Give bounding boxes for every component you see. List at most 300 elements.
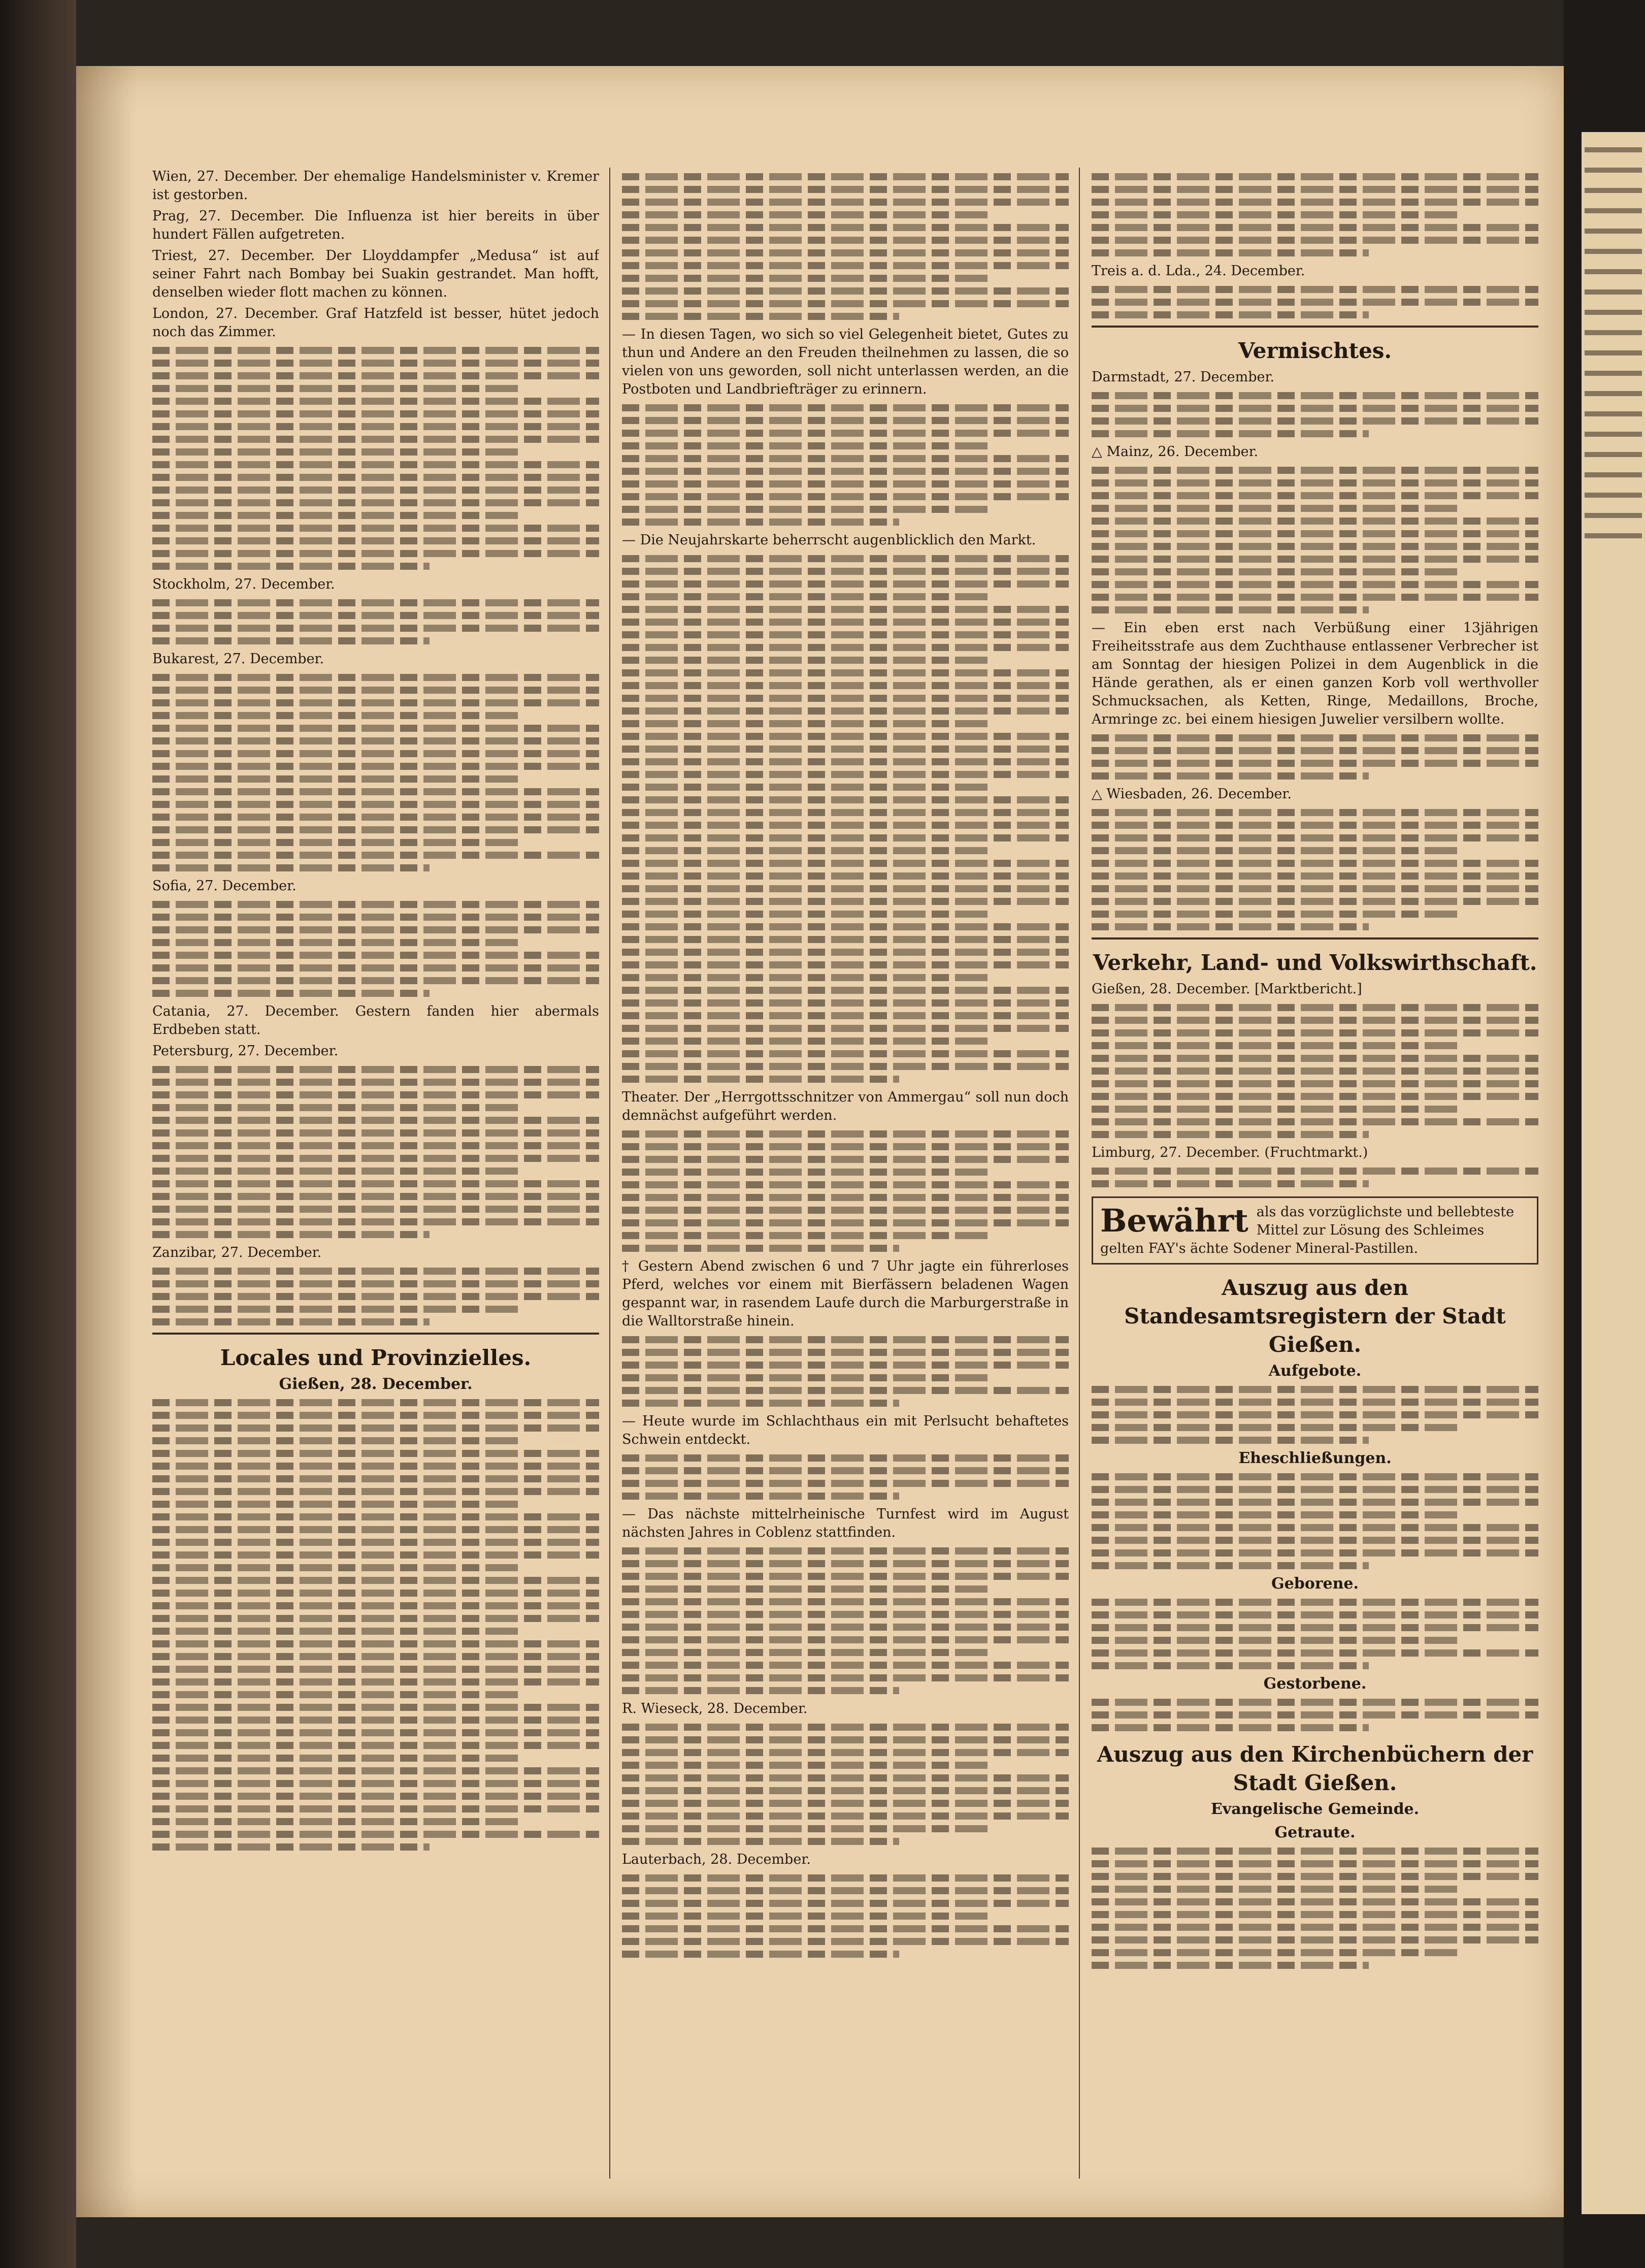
text-line bbox=[622, 1874, 1069, 1882]
text-line bbox=[152, 1742, 599, 1749]
text-line bbox=[152, 788, 599, 795]
text-line bbox=[1092, 237, 1538, 244]
text-line bbox=[1092, 1524, 1538, 1531]
text-line bbox=[622, 1130, 1069, 1138]
ad-text: als das vorzüglichste und bellebteste Mittel zur Lösung des Schleimes gelten FAY's ächte Sodener Mineral-Pastillen. bbox=[1100, 1204, 1515, 1256]
text-line bbox=[1092, 417, 1538, 425]
text-line bbox=[152, 410, 599, 417]
text-line bbox=[152, 737, 599, 744]
text-line bbox=[622, 1736, 1069, 1743]
text-line bbox=[152, 1729, 599, 1736]
text-line bbox=[622, 1025, 1069, 1032]
text-line bbox=[152, 1704, 599, 1711]
text-line bbox=[152, 964, 599, 971]
text-line bbox=[1092, 1399, 1538, 1406]
text-line bbox=[1092, 834, 1538, 841]
text-line bbox=[1092, 1949, 1458, 1956]
text-line bbox=[1092, 1486, 1538, 1493]
text-line bbox=[622, 1887, 1069, 1894]
text-line bbox=[152, 398, 599, 405]
text-line bbox=[622, 1762, 989, 1769]
text-line bbox=[1092, 760, 1538, 767]
text-line bbox=[622, 1662, 1069, 1669]
text-line bbox=[1092, 1860, 1538, 1867]
text-line bbox=[152, 852, 599, 859]
article-paragraph: Theater. Der „Herrgottsschnitzer von Ammergau“ soll nun doch demnächst aufgeführt werden. bbox=[622, 1089, 1069, 1123]
newspaper-page bbox=[76, 66, 1564, 2217]
text-line bbox=[622, 506, 989, 513]
text-line bbox=[622, 593, 989, 600]
text-line bbox=[1092, 1724, 1369, 1731]
text-line bbox=[622, 1585, 989, 1593]
text-line bbox=[622, 1336, 1069, 1343]
text-line bbox=[622, 834, 1069, 841]
text-line bbox=[622, 1467, 1069, 1474]
text-line bbox=[622, 480, 1069, 488]
text-line bbox=[152, 1437, 519, 1444]
text-line bbox=[622, 771, 1069, 778]
text-line bbox=[152, 461, 599, 468]
text-line bbox=[152, 1412, 599, 1419]
text-line bbox=[1092, 1873, 1538, 1880]
text-line bbox=[622, 619, 1069, 626]
text-line bbox=[1092, 479, 1538, 487]
text-line bbox=[152, 801, 599, 808]
text-line bbox=[1092, 1962, 1369, 1969]
text-line bbox=[152, 1193, 599, 1200]
section-subheading: Evangelische Gemeinde. bbox=[1210, 1800, 1420, 1818]
text-line bbox=[152, 750, 599, 757]
text-line bbox=[1092, 822, 1538, 829]
article-paragraph: — In diesen Tagen, wo sich so viel Gelegenheit bietet, Gutes zu thun und Andere an den Freuden theilnehmen zu lassen, die so vielen von uns geworden, soll nicht unterlassen werden, an die Postboten und Landbriefträger zu erinnern. bbox=[622, 327, 1069, 397]
text-line bbox=[152, 1564, 519, 1571]
text-line bbox=[622, 809, 1069, 816]
text-line bbox=[622, 606, 1069, 613]
text-line bbox=[1092, 847, 1458, 854]
text-line bbox=[152, 1577, 599, 1584]
text-line bbox=[152, 1488, 599, 1495]
text-line bbox=[152, 550, 599, 557]
text-line bbox=[152, 487, 599, 494]
text-line bbox=[622, 1573, 1069, 1580]
article-paragraph: Zanzibar, 27. December. bbox=[152, 1245, 322, 1260]
text-line bbox=[622, 1636, 1069, 1643]
text-line bbox=[1092, 568, 1458, 575]
text-line bbox=[1092, 1499, 1538, 1506]
text-line bbox=[152, 385, 519, 392]
text-line bbox=[1092, 543, 1538, 550]
article-paragraph: † Gestern Abend zwischen 6 und 7 Uhr jagte ein führerloses Pferd, welches vor einem mit Bierfässern beladenen Wagen gespannt war, in rasendem Laufe durch die Marburgerstraße in die Walltorstraße hinein. bbox=[622, 1258, 1069, 1329]
text-line bbox=[622, 644, 1069, 651]
text-line bbox=[1092, 1473, 1538, 1480]
article-paragraph: Triest, 27. December. Der Lloyddampfer „Medusa“ ist auf seiner Fahrt nach Bombay bei Suakin gestrandet. Man hofft, denselben wieder flott machen zu können. bbox=[152, 248, 599, 300]
text-line bbox=[622, 555, 1069, 562]
text-line bbox=[1092, 517, 1538, 525]
text-line bbox=[622, 519, 899, 526]
book-spine bbox=[0, 0, 76, 2268]
text-line bbox=[622, 1724, 1069, 1731]
article-paragraph: Lauterbach, 28. December. bbox=[622, 1852, 811, 1867]
section-heading: Verkehr, Land- und Volkswirthschaft. bbox=[1093, 950, 1537, 975]
text-line bbox=[622, 1951, 899, 1958]
text-line bbox=[152, 537, 599, 544]
text-line bbox=[622, 631, 1069, 638]
text-line bbox=[152, 372, 599, 379]
text-line bbox=[152, 625, 599, 632]
text-line bbox=[152, 1293, 599, 1300]
text-line bbox=[1092, 1424, 1458, 1431]
text-line bbox=[152, 939, 519, 946]
text-line bbox=[622, 1493, 899, 1500]
text-line bbox=[622, 1825, 989, 1832]
text-line bbox=[1092, 286, 1538, 293]
text-line bbox=[1092, 1549, 1538, 1557]
text-line bbox=[622, 1362, 1069, 1369]
text-line bbox=[1092, 530, 1538, 537]
article-paragraph: — Heute wurde im Schlachthaus ein mit Perlsucht behaftetes Schwein entdeckt. bbox=[622, 1413, 1069, 1447]
text-line bbox=[152, 1818, 519, 1825]
text-line bbox=[622, 249, 1069, 256]
text-line bbox=[1092, 1624, 1538, 1631]
text-line bbox=[622, 1194, 1069, 1201]
text-line bbox=[152, 674, 599, 681]
text-line bbox=[1092, 1386, 1538, 1393]
column-2 bbox=[622, 168, 1069, 2179]
text-line bbox=[622, 1400, 899, 1407]
section-heading: Vermischtes. bbox=[1238, 338, 1392, 363]
article-paragraph: Gießen, 28. December. [Marktbericht.] bbox=[1092, 981, 1362, 997]
column-divider bbox=[1079, 168, 1080, 2179]
text-line bbox=[152, 1640, 599, 1647]
text-line bbox=[622, 733, 1069, 740]
text-line bbox=[152, 448, 519, 456]
text-line bbox=[622, 275, 989, 282]
text-line bbox=[622, 1076, 899, 1083]
text-line bbox=[1092, 1093, 1538, 1100]
text-line bbox=[1092, 1936, 1538, 1943]
text-line bbox=[1092, 211, 1458, 218]
text-line bbox=[1092, 311, 1369, 318]
text-line bbox=[622, 1480, 1069, 1487]
text-line bbox=[1092, 492, 1538, 499]
text-line bbox=[152, 1280, 599, 1287]
text-line bbox=[1092, 1042, 1458, 1049]
text-line bbox=[152, 1526, 599, 1533]
text-line bbox=[622, 580, 1069, 588]
text-line bbox=[152, 1501, 519, 1508]
text-line bbox=[622, 999, 1069, 1007]
text-line bbox=[622, 1649, 989, 1656]
text-line bbox=[1092, 1637, 1458, 1644]
text-line bbox=[622, 872, 1069, 880]
text-line bbox=[622, 1232, 989, 1239]
text-line bbox=[152, 1628, 519, 1635]
text-line bbox=[622, 1219, 1069, 1226]
article-paragraph: Catania, 27. December. Gestern fanden hier abermals Erdbeben statt. bbox=[152, 1003, 599, 1038]
article-paragraph: Bukarest, 27. December. bbox=[152, 651, 324, 667]
text-line bbox=[1092, 1898, 1538, 1905]
text-line bbox=[622, 224, 1069, 231]
text-line bbox=[152, 763, 599, 770]
text-line bbox=[622, 682, 1069, 689]
text-line bbox=[152, 499, 599, 506]
text-line bbox=[152, 1755, 519, 1762]
text-line bbox=[152, 1691, 519, 1698]
text-line bbox=[622, 796, 1069, 803]
text-line bbox=[622, 669, 1069, 676]
text-line bbox=[622, 898, 1069, 905]
text-line bbox=[1092, 1118, 1538, 1125]
text-line bbox=[622, 1038, 989, 1045]
text-line bbox=[152, 990, 430, 997]
text-line bbox=[152, 637, 430, 644]
text-line bbox=[152, 1424, 599, 1432]
text-line bbox=[622, 404, 1069, 411]
text-line bbox=[1092, 1924, 1538, 1931]
article-paragraph: Wien, 27. December. Der ehemalige Handelsminister v. Kremer ist gestorben. bbox=[152, 169, 599, 203]
text-line bbox=[622, 1454, 1069, 1462]
text-line bbox=[1092, 1911, 1538, 1918]
article-paragraph: Darmstadt, 27. December. bbox=[1092, 369, 1274, 385]
text-line bbox=[1092, 405, 1538, 412]
text-line bbox=[622, 695, 1069, 702]
text-line bbox=[1092, 1168, 1538, 1175]
text-line bbox=[1092, 1611, 1538, 1618]
section-subheading: Eheschließungen. bbox=[1238, 1449, 1392, 1467]
text-line bbox=[1092, 1699, 1538, 1706]
text-line bbox=[622, 1687, 899, 1694]
text-line bbox=[622, 1674, 1069, 1681]
text-line bbox=[152, 1066, 599, 1073]
text-line bbox=[152, 1666, 599, 1673]
text-line bbox=[1092, 1886, 1458, 1893]
text-line bbox=[1092, 747, 1538, 754]
article-paragraph: London, 27. December. Graf Hatzfeld ist besser, hütet jedoch noch das Zimmer. bbox=[152, 306, 599, 340]
text-line bbox=[1092, 556, 1538, 563]
text-line bbox=[622, 493, 1069, 500]
text-line bbox=[622, 1900, 1069, 1907]
text-line bbox=[622, 1598, 1069, 1605]
text-line bbox=[152, 1318, 430, 1325]
section-subheading: Gestorbene. bbox=[1263, 1675, 1367, 1693]
text-line bbox=[1092, 467, 1538, 474]
section-heading: Auszug aus den Standesamtsregistern der Stadt Gießen. bbox=[1124, 1275, 1506, 1357]
text-line bbox=[152, 1805, 599, 1812]
text-line bbox=[152, 1129, 599, 1137]
text-line bbox=[622, 1812, 1069, 1820]
text-line bbox=[152, 599, 599, 606]
text-line bbox=[1092, 1599, 1538, 1606]
text-line bbox=[622, 961, 1069, 968]
text-line bbox=[622, 885, 1069, 892]
text-line bbox=[622, 1245, 899, 1252]
text-line bbox=[1092, 1067, 1538, 1075]
text-line bbox=[152, 1767, 599, 1774]
text-line bbox=[622, 784, 989, 791]
text-line bbox=[1092, 224, 1538, 231]
text-line bbox=[1092, 1511, 1458, 1518]
text-line bbox=[152, 1539, 599, 1546]
text-line bbox=[622, 455, 1069, 462]
text-line bbox=[1092, 1017, 1538, 1024]
text-line bbox=[1092, 505, 1458, 512]
article-paragraph: △ Wiesbaden, 26. December. bbox=[1092, 786, 1292, 802]
text-line bbox=[622, 1913, 989, 1920]
text-line bbox=[622, 1560, 1069, 1567]
text-line bbox=[152, 1615, 599, 1622]
text-line bbox=[152, 360, 599, 367]
section-rule bbox=[1092, 326, 1538, 328]
text-line bbox=[152, 864, 430, 871]
text-line bbox=[152, 1091, 599, 1098]
text-line bbox=[622, 1774, 1069, 1781]
text-line bbox=[152, 1117, 599, 1124]
text-line bbox=[622, 1143, 1069, 1150]
text-line bbox=[622, 237, 1069, 244]
text-line bbox=[622, 1012, 1069, 1019]
text-line bbox=[1092, 1649, 1538, 1657]
text-line bbox=[1092, 1055, 1538, 1062]
text-line bbox=[1092, 772, 1369, 780]
adjacent-page-fragment bbox=[1582, 132, 1645, 2214]
text-line bbox=[152, 1513, 599, 1520]
text-line bbox=[152, 1475, 599, 1482]
text-line bbox=[1092, 173, 1538, 180]
article-paragraph: Prag, 27. December. Die Influenza ist hier bereits in über hundert Fällen aufgetreten. bbox=[152, 208, 599, 242]
advertisement-box bbox=[1092, 1196, 1538, 1265]
text-line bbox=[622, 287, 1069, 295]
text-line bbox=[152, 901, 599, 908]
text-line bbox=[622, 1207, 1069, 1214]
text-line bbox=[152, 1551, 599, 1559]
text-line bbox=[152, 712, 519, 719]
text-line bbox=[622, 1787, 1069, 1794]
text-line bbox=[1092, 249, 1369, 256]
text-line bbox=[1092, 1029, 1538, 1036]
text-line bbox=[152, 826, 599, 833]
text-line bbox=[1092, 734, 1538, 741]
article-paragraph: — Das nächste mittelrheinische Turnfest wird im August nächsten Jahres in Coblenz stattfinden. bbox=[622, 1506, 1069, 1540]
article-paragraph: Sofia, 27. December. bbox=[152, 878, 297, 894]
text-line bbox=[622, 300, 1069, 307]
text-line bbox=[622, 1169, 989, 1176]
text-line bbox=[152, 699, 599, 706]
text-line bbox=[152, 347, 599, 354]
text-line bbox=[152, 977, 599, 984]
text-line bbox=[152, 1602, 599, 1609]
text-line bbox=[1092, 1080, 1538, 1087]
text-line bbox=[622, 1547, 1069, 1554]
section-rule bbox=[1092, 937, 1538, 939]
section-subheading: Aufgebote. bbox=[1268, 1362, 1362, 1380]
text-line bbox=[622, 173, 1069, 180]
text-line bbox=[622, 1050, 1069, 1057]
text-line bbox=[622, 313, 899, 320]
text-line bbox=[622, 657, 989, 664]
text-line bbox=[622, 1624, 1069, 1631]
text-line bbox=[622, 186, 1069, 193]
column-3 bbox=[1092, 168, 1538, 2179]
text-line bbox=[1092, 581, 1538, 588]
text-line bbox=[152, 1218, 599, 1225]
article-paragraph: — Ein eben erst nach Verbüßung einer 13jährigen Freiheitsstrafe aus dem Zuchthause entlassener Verbrecher ist am Sonntag der hiesigen Polizei in dem Augenblick in die Hände gerathen, als er einen ganzen Korb voll werthvoller Schmucksachen, als Ketten, Ringe, Medaillons, Broche, Armringe zc. bei einem hiesigen Juwelier versilbern wollte. bbox=[1092, 620, 1538, 727]
text-line bbox=[152, 839, 519, 846]
text-line bbox=[1092, 1411, 1538, 1418]
text-line bbox=[152, 423, 599, 430]
text-line bbox=[622, 1838, 899, 1845]
text-line bbox=[622, 720, 989, 727]
text-line bbox=[1092, 1106, 1458, 1113]
text-line bbox=[1092, 1711, 1538, 1719]
text-line bbox=[152, 952, 599, 959]
text-line bbox=[152, 1399, 599, 1406]
text-line bbox=[152, 1168, 519, 1175]
text-line bbox=[622, 746, 1069, 753]
text-line bbox=[622, 822, 1069, 829]
text-line bbox=[622, 1611, 1069, 1618]
article-paragraph: Limburg, 27. December. (Fruchtmarkt.) bbox=[1092, 1145, 1368, 1160]
text-line bbox=[152, 1780, 599, 1787]
section-rule bbox=[152, 1333, 599, 1335]
text-line bbox=[152, 1142, 599, 1149]
text-line bbox=[622, 1374, 989, 1381]
text-line bbox=[152, 1678, 599, 1686]
text-line bbox=[622, 1349, 1069, 1356]
text-line bbox=[152, 1155, 599, 1162]
text-line bbox=[152, 1463, 599, 1470]
text-line bbox=[622, 1181, 1069, 1188]
text-line bbox=[152, 914, 599, 921]
text-line bbox=[622, 860, 1069, 867]
text-line bbox=[152, 436, 599, 443]
text-line bbox=[152, 687, 599, 694]
text-line bbox=[622, 911, 989, 918]
text-line bbox=[622, 1925, 1069, 1932]
text-line bbox=[622, 1387, 1069, 1394]
text-line bbox=[152, 474, 599, 481]
text-line bbox=[1092, 872, 1538, 880]
text-line bbox=[152, 1206, 599, 1213]
article-paragraph: — Die Neujahrskarte beherrscht augenblicklich den Markt. bbox=[622, 532, 1036, 548]
text-line bbox=[152, 563, 430, 570]
text-line bbox=[1092, 1004, 1538, 1011]
article-paragraph: Stockholm, 27. December. bbox=[152, 576, 335, 592]
text-line bbox=[622, 1938, 1069, 1945]
article-paragraph: △ Mainz, 26. December. bbox=[1092, 444, 1259, 460]
text-line bbox=[152, 926, 599, 933]
text-line bbox=[622, 974, 989, 981]
text-line bbox=[622, 1156, 1069, 1163]
text-line bbox=[1092, 898, 1538, 905]
text-line bbox=[1092, 1131, 1369, 1138]
text-line bbox=[1092, 1662, 1369, 1669]
column-divider bbox=[609, 168, 610, 2179]
text-line bbox=[622, 199, 1069, 206]
text-line bbox=[152, 1831, 599, 1838]
text-line bbox=[1092, 1537, 1538, 1544]
section-heading: Locales und Provinzielles. bbox=[220, 1345, 532, 1370]
text-line bbox=[152, 1306, 519, 1313]
text-line bbox=[622, 568, 1069, 575]
text-line bbox=[152, 1793, 599, 1800]
text-line bbox=[152, 1079, 599, 1086]
text-line bbox=[622, 262, 1069, 269]
text-line bbox=[152, 1268, 599, 1275]
text-line bbox=[622, 211, 989, 218]
text-line bbox=[622, 1800, 1069, 1807]
section-heading: Auszug aus den Kirchenbüchern der Stadt Gießen. bbox=[1097, 1742, 1533, 1795]
text-line bbox=[1092, 1180, 1369, 1187]
